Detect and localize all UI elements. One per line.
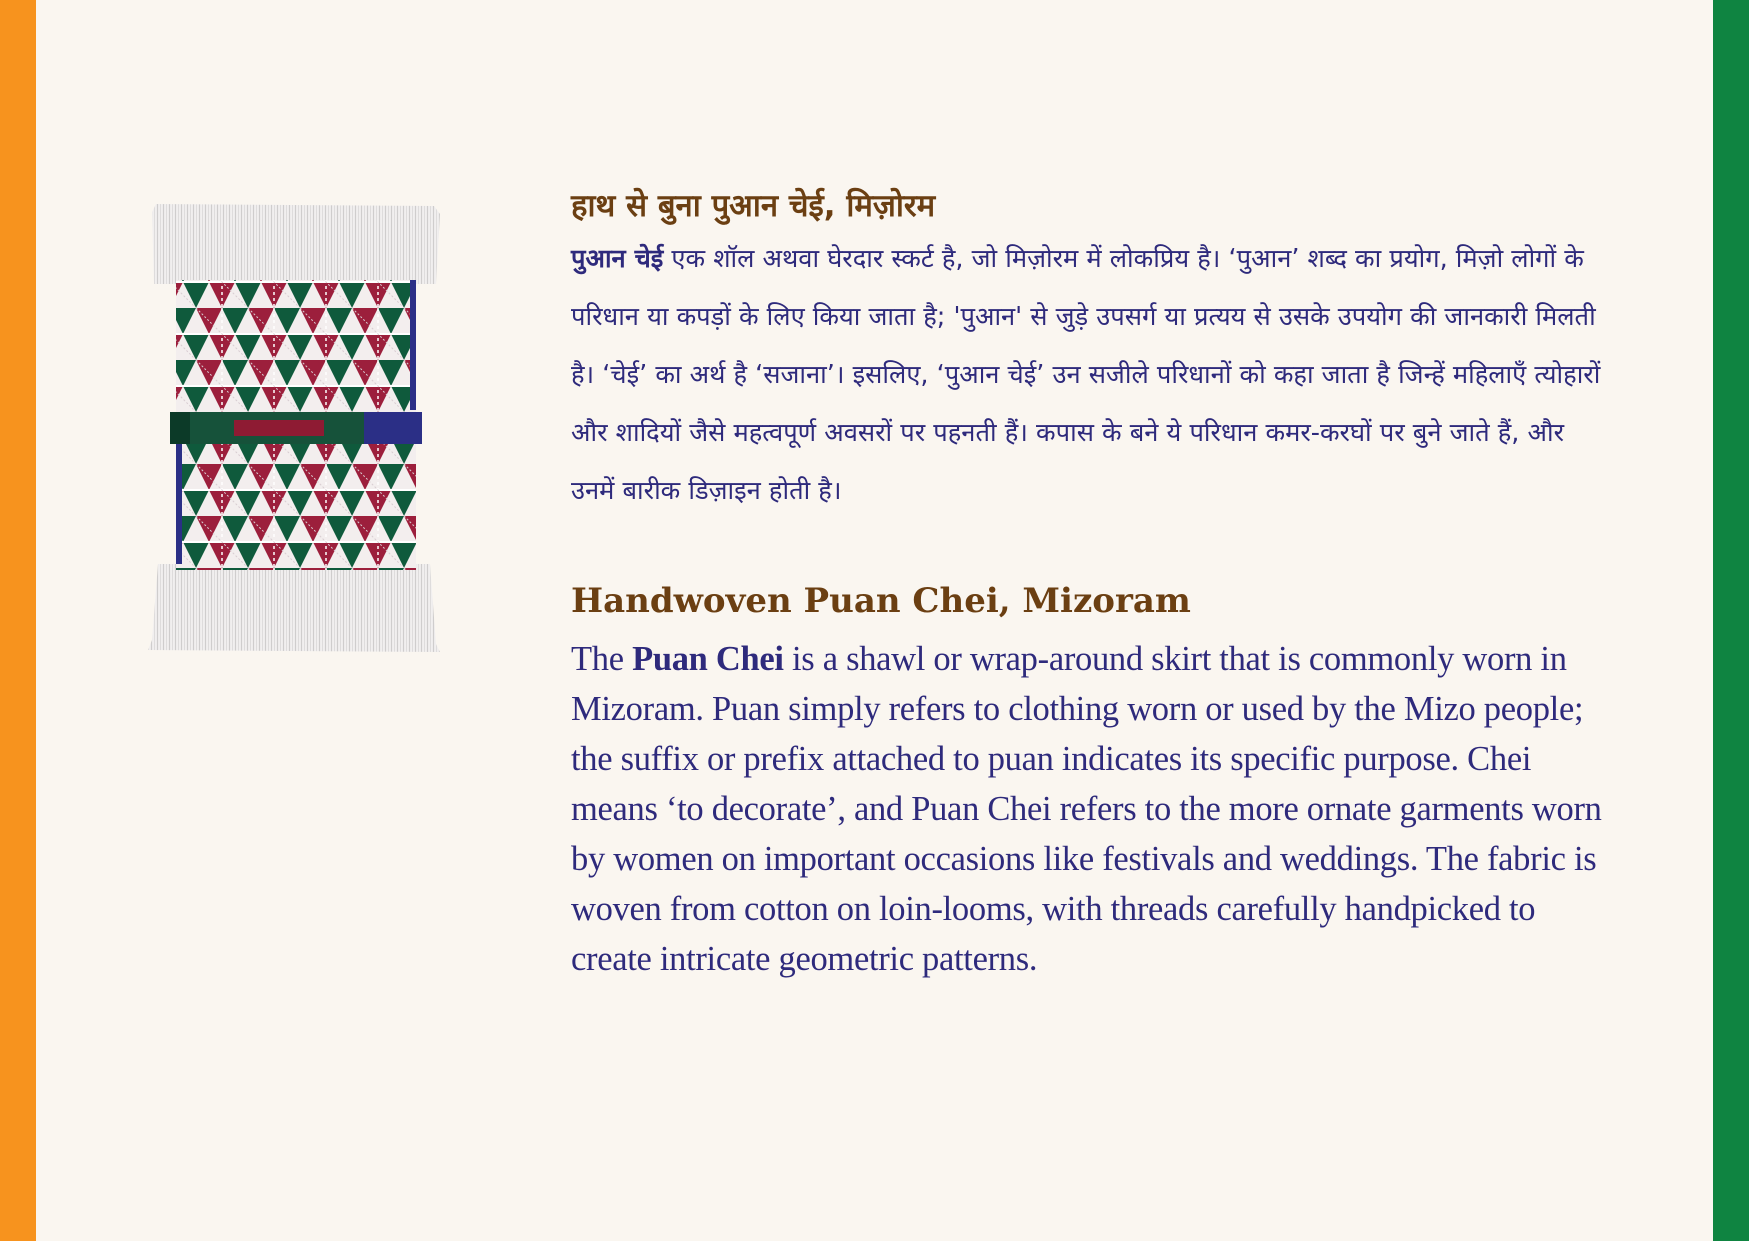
english-title: Handwoven Puan Chei, Mizoram xyxy=(571,581,1191,621)
hindi-title: हाथ से बुना पुआन चेई, मिज़ोरम xyxy=(571,188,936,224)
description-panel xyxy=(571,184,1611,984)
puan-chei-textile-image xyxy=(144,204,449,654)
english-term: Puan Chei xyxy=(632,640,784,678)
hindi-description xyxy=(571,230,1611,520)
hindi-description-text: एक शॉल अथवा घेरदार स्कर्ट है, जो मिज़ोरम में लोकप्रिय है। ‘पुआन’ शब्द का प्रयोग, मिज़ो लोगों के परिधान या कपड़ों के लिए किया जाता है; 'पुआन' से जुड़े उपसर्ग या प्रत्यय से उसके उपयोग की जानकारी मिलती है। ‘चेई’ का अर्थ है ‘सजाना’। इसलिए, ‘पुआन चेई’ उन सजीले परिधानों को कहा जाता है जिन्हें महिलाएँ त्योहारों और शादियों जैसे महत्वपूर्ण अवसरों पर पहनती हैं। कपास के बने ये परिधान कमर-करघों पर बुने जाते हैं, और उनमें बारीक डिज़ाइन होती है। xyxy=(571,244,1601,506)
saffron-border-stripe xyxy=(0,0,36,1241)
english-description xyxy=(571,634,1611,984)
english-lead: The xyxy=(571,640,633,678)
english-description-text: is a shawl or wrap-around skirt that is commonly worn in Mizoram. Puan simply refers to clothing worn or used by the Mizo people; the suffix or prefix attached to puan indicates its specific purpose. Chei means ‘to decorate’, and Puan Chei refers to the more ornate garments worn by women on important occasions like festivals and weddings. The fabric is woven from cotton on loin-looms, with threads carefully handpicked to create intricate geometric patterns. xyxy=(571,640,1602,978)
hindi-term: पुआन चेई xyxy=(571,244,664,274)
green-border-stripe xyxy=(1713,0,1749,1241)
